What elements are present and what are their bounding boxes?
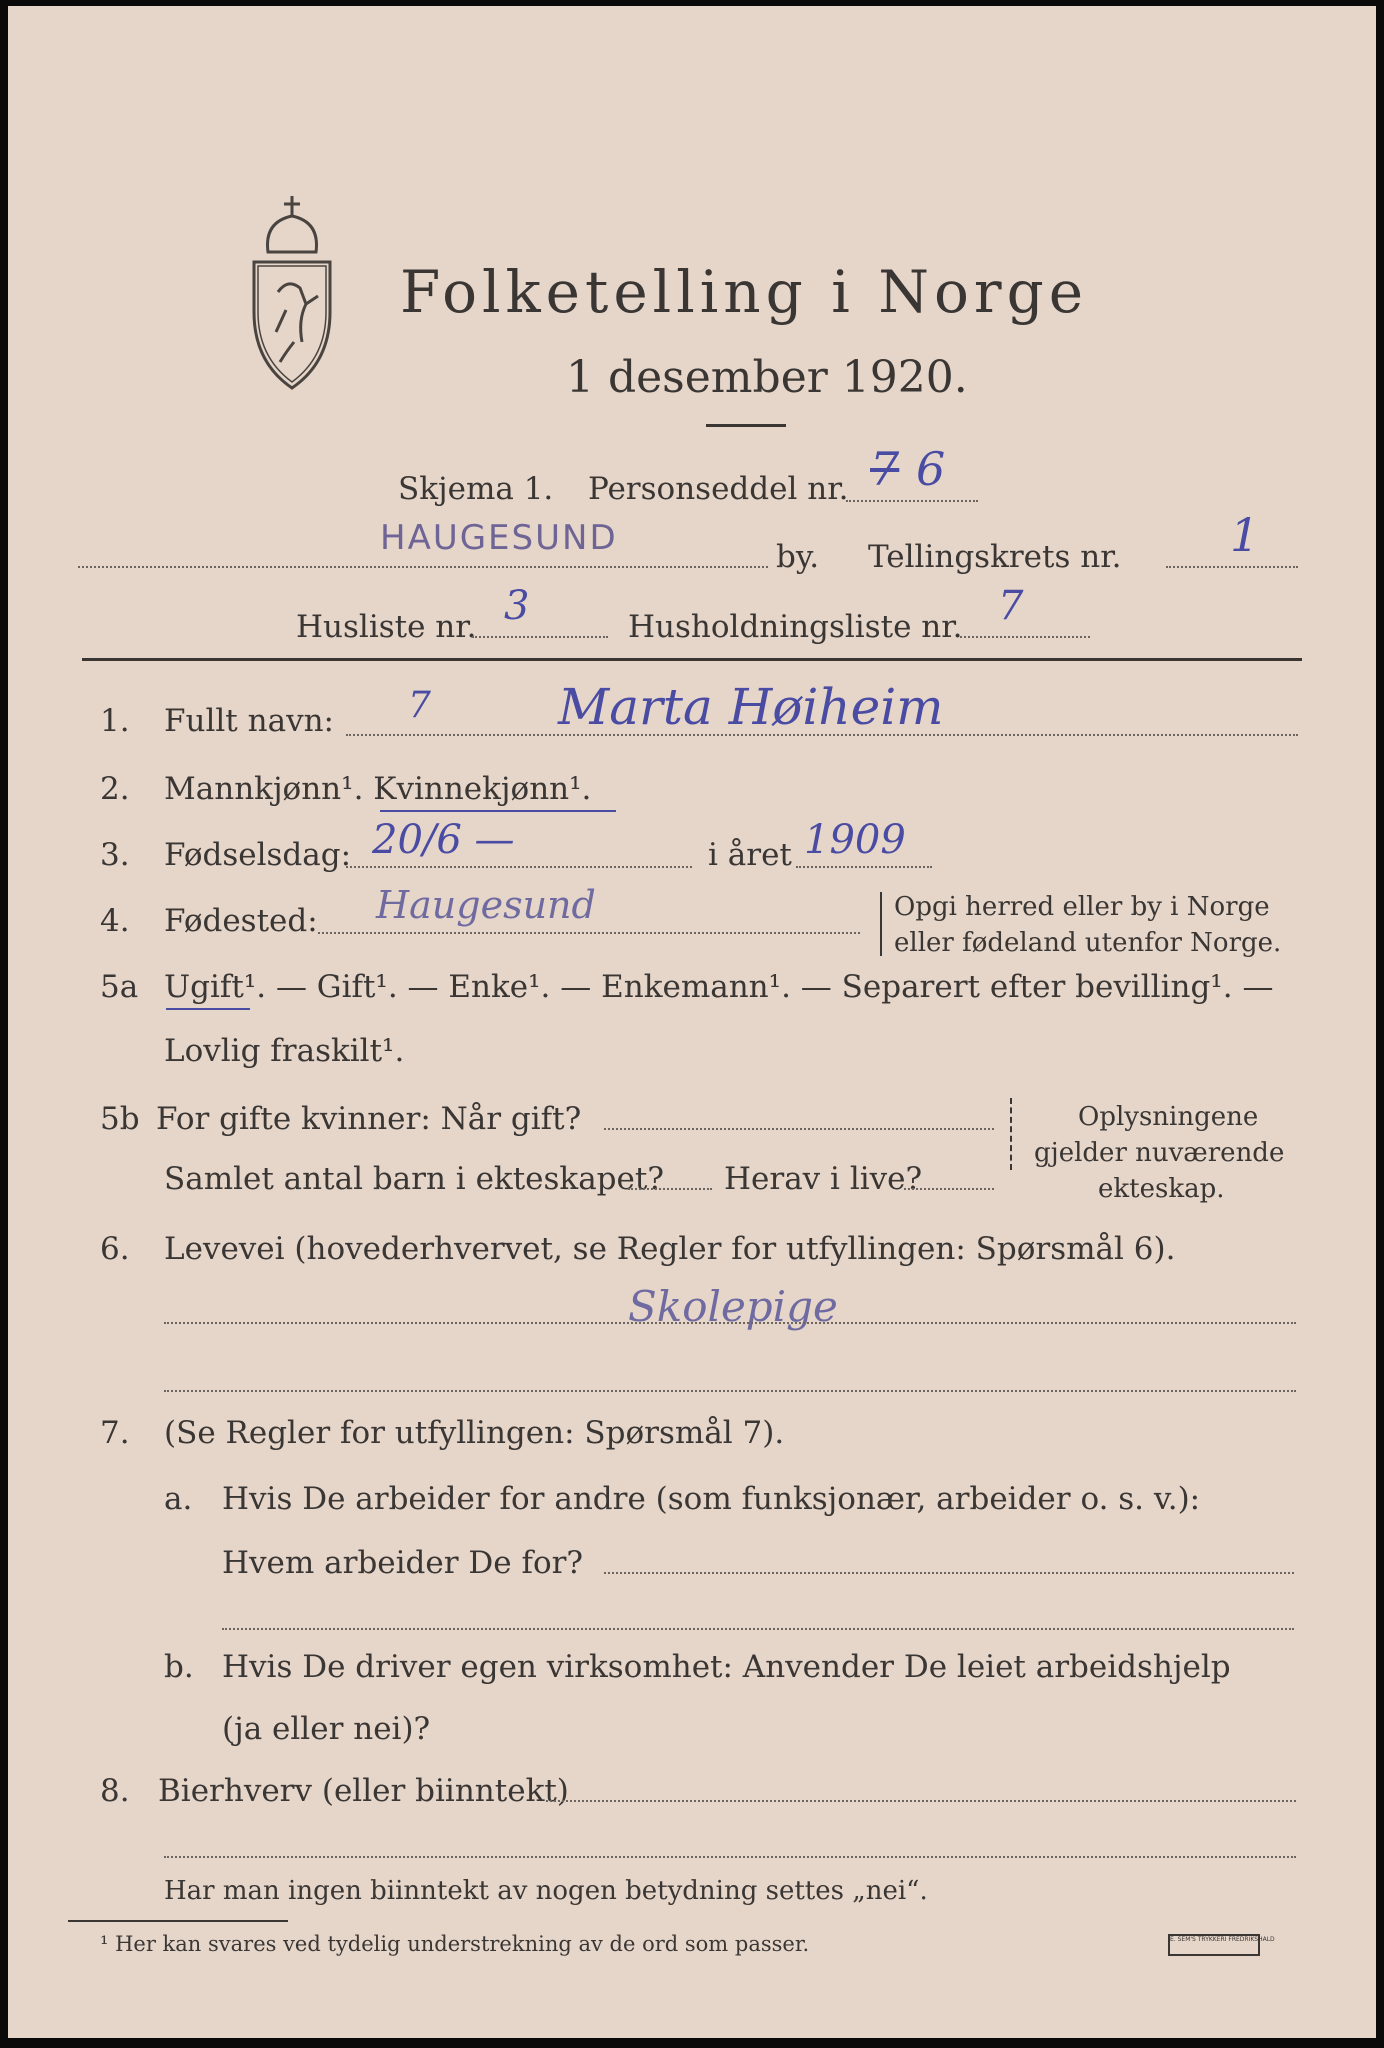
q5b-separator (1010, 1098, 1012, 1170)
q5b-number: 5b (100, 1101, 140, 1137)
footnote-rule (68, 1920, 288, 1922)
q5b-note3: ekteskap. (1098, 1174, 1225, 1204)
q3-year-line (796, 866, 932, 868)
q4-line (318, 932, 860, 934)
q7a-extra-line (222, 1628, 1294, 1630)
q8-number: 8. (100, 1773, 130, 1809)
place-line (78, 566, 768, 568)
q3-line (346, 866, 692, 868)
q5b-children-line (628, 1188, 712, 1190)
q8-line1 (546, 1800, 1296, 1802)
q5a-line2: Lovlig fraskilt¹. (164, 1033, 405, 1069)
personseddel-label: Personseddel nr. (588, 471, 849, 507)
q6-number: 6. (100, 1231, 130, 1267)
q2-underline (380, 810, 616, 812)
q5b-when-line (604, 1128, 994, 1130)
q7b-line2: (ja eller nei)? (222, 1711, 431, 1747)
title-divider (706, 424, 786, 427)
q5b-alive-line (904, 1188, 994, 1190)
husholdningsliste-value: 7 (998, 583, 1024, 629)
q4-number: 4. (100, 903, 130, 939)
q2-number: 2. (100, 771, 130, 807)
q5b-note2: gjelder nuværende (1034, 1138, 1285, 1168)
printer-mark: E. SEM'S TRYKKERI FREDRIKSHALD (1168, 1934, 1260, 1956)
q3-year-value: 1909 (804, 817, 906, 863)
q5b-label2: Samlet antal barn i ekteskapet? (164, 1161, 664, 1197)
q1-mark: 7 (408, 685, 431, 726)
q3-label: Fødselsdag: (164, 837, 352, 873)
personseddel-value: 6 (916, 442, 946, 496)
q8-line2 (164, 1856, 1296, 1858)
q3-number: 3. (100, 837, 130, 873)
place-stamp: HAUGESUND (380, 518, 618, 558)
q6-value: Skolepige (628, 1282, 838, 1331)
coat-of-arms-icon (228, 192, 356, 392)
q7b-line1: Hvis De driver egen virksomhet: Anvender De leiet arbeidshjelp (222, 1649, 1231, 1685)
tellingskrets-line (1166, 566, 1298, 568)
header-rule (82, 658, 1302, 661)
q4-note-line2: eller fødeland utenfor Norge. (894, 928, 1282, 958)
q7-number: 7. (100, 1415, 130, 1451)
q5a-underline (166, 1008, 250, 1010)
q6-line2 (164, 1390, 1296, 1392)
q8-label: Bierhverv (eller biinntekt) (158, 1773, 569, 1809)
skjema-label: Skjema 1. (398, 471, 554, 507)
form-title: Folketelling i Norge (400, 258, 1089, 326)
q3-year-label: i året (708, 837, 792, 873)
q1-number: 1. (100, 703, 130, 739)
personseddel-line (846, 500, 978, 502)
census-form (8, 6, 1376, 2038)
q1-value: Marta Høiheim (558, 678, 944, 736)
husliste-line (472, 636, 608, 638)
personseddel-struck: 7 (870, 442, 900, 496)
q4-label: Fødested: (164, 903, 318, 939)
q5b-note1: Oplysningene (1078, 1102, 1259, 1132)
tellingskrets-value: 1 (1230, 508, 1260, 562)
q4-brace (880, 892, 882, 956)
by-label: by. (776, 539, 820, 575)
q6-label: Levevei (hovederhvervet, se Regler for utfyllingen: Spørsmål 6). (164, 1231, 1176, 1267)
q7a-employer-line (604, 1572, 1294, 1574)
tellingskrets-label: Tellingskrets nr. (868, 539, 1122, 575)
husliste-value: 3 (504, 583, 530, 629)
q7b-letter: b. (164, 1649, 194, 1685)
q7a-line1: Hvis De arbeider for andre (som funksjonær, arbeider o. s. v.): (222, 1481, 1201, 1517)
q4-note-line1: Opgi herred eller by i Norge (894, 892, 1270, 922)
q7a-letter: a. (164, 1481, 193, 1517)
husliste-label: Husliste nr. (296, 609, 477, 645)
husholdningsliste-line (960, 636, 1090, 638)
q8-note: Har man ingen biinntekt av nogen betydning settes „nei“. (164, 1876, 928, 1906)
q2-label: Mannkjønn¹. Kvinnekjønn¹. (164, 771, 592, 807)
census-date: 1 desember 1920. (566, 352, 968, 403)
q1-label: Fullt navn: (164, 703, 334, 739)
q5b-label3: Herav i live? (724, 1161, 923, 1197)
q5a-number: 5a (100, 969, 139, 1005)
q6-line1 (164, 1322, 1296, 1324)
q7a-line2: Hvem arbeider De for? (222, 1545, 584, 1581)
q4-value: Haugesund (376, 883, 596, 927)
q5b-label1: For gifte kvinner: Når gift? (156, 1101, 582, 1137)
q7-label: (Se Regler for utfyllingen: Spørsmål 7). (164, 1415, 785, 1451)
husholdningsliste-label: Husholdningsliste nr. (628, 609, 963, 645)
q5a-line1: Ugift¹. — Gift¹. — Enke¹. — Enkemann¹. — Separert efter bevilling¹. — (164, 969, 1274, 1005)
q3-value: 20/6 — (372, 817, 515, 863)
footnote: ¹ Her kan svares ved tydelig understrekning av de ord som passer. (100, 1932, 810, 1956)
